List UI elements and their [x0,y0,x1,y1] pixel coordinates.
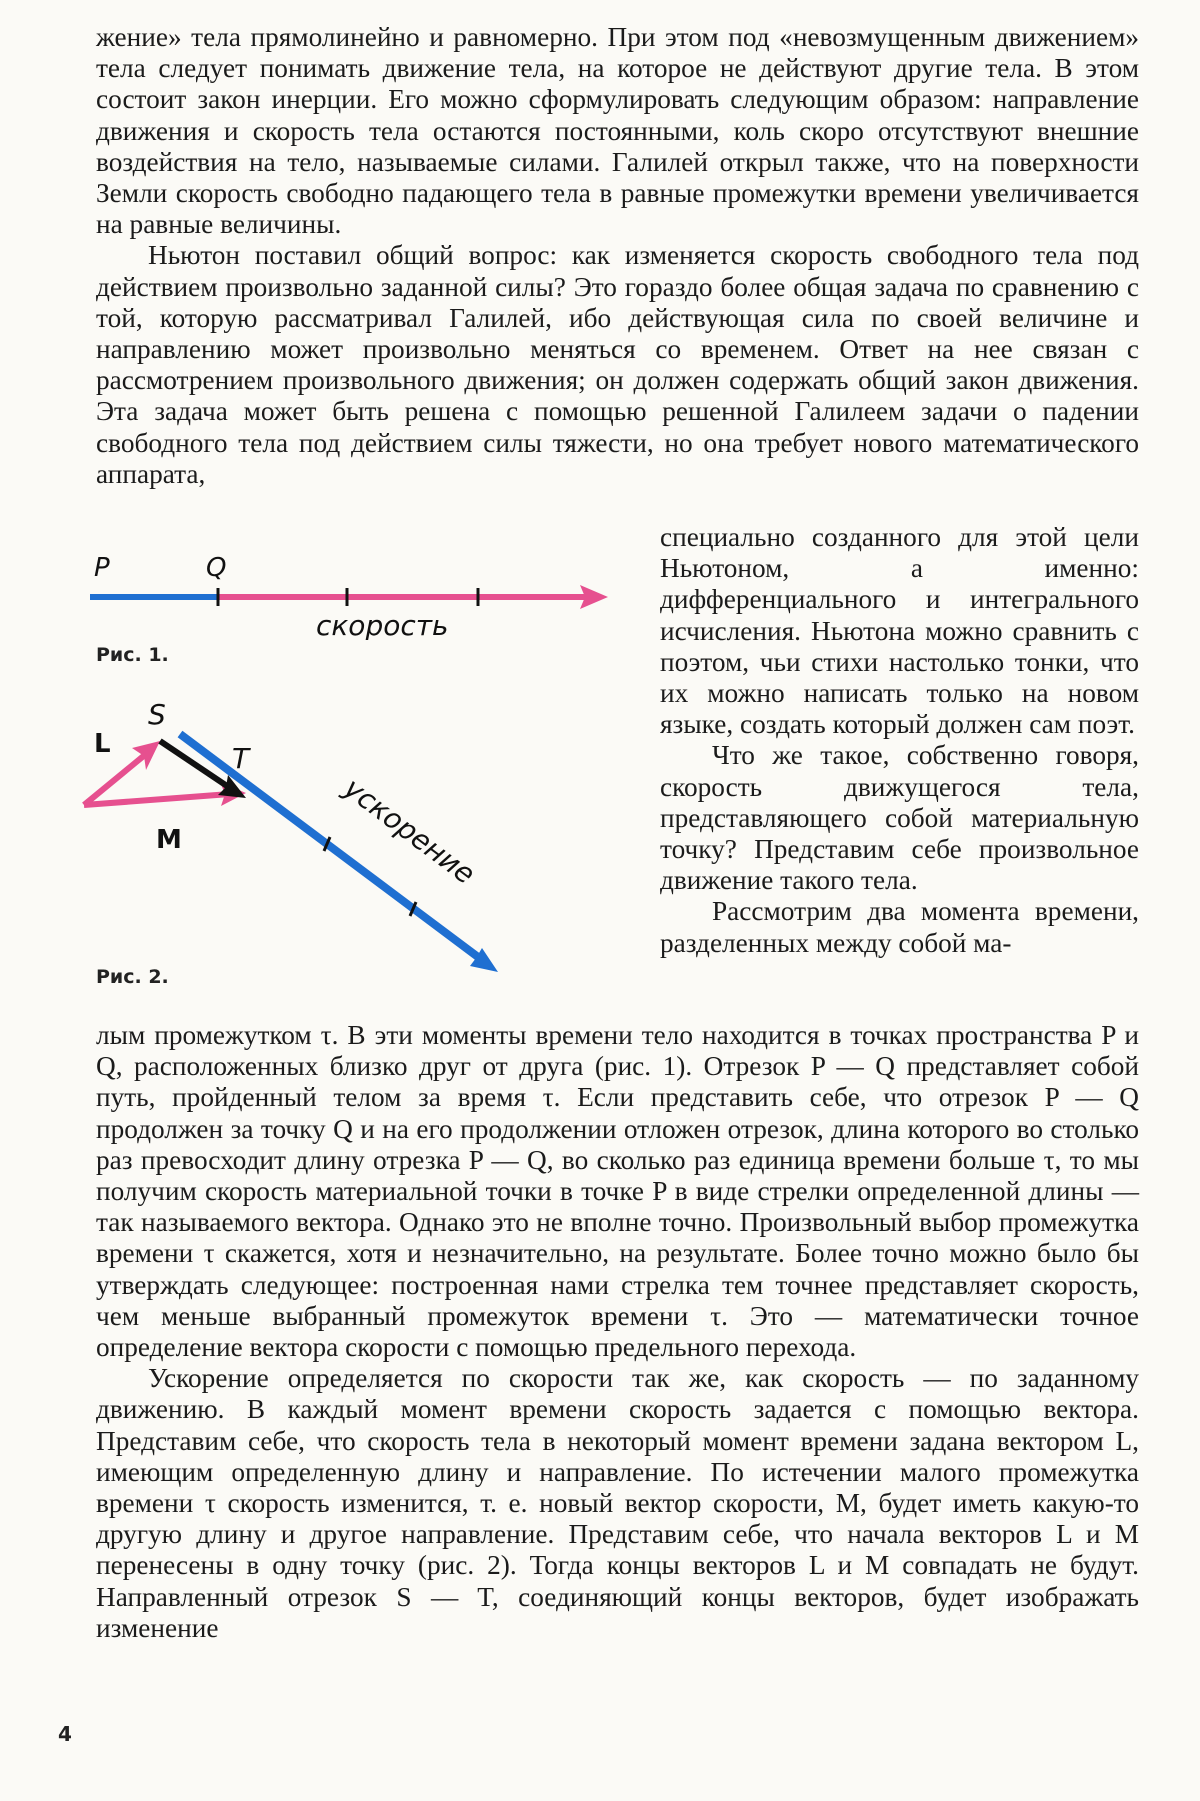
label-q: Q [206,553,227,583]
figure-2-acceleration-diagram [80,680,600,980]
label-s: S [148,698,166,731]
figure-2-caption: Рис. 2. [96,966,169,988]
label-p: P [94,553,110,583]
paragraph-newton-question: Ньютон поставил общий вопрос: как изменяется скорость свободного тела под действием произвольно заданной силы? Это гораздо более общая задача по сравнению с той, которую рассматривал Галилей, ибо действующая сила по своей величине и направлению может произвольно меняться со временем. Ответ на нее связан с рассмотрением произвольного движения; он должен содержать общий закон движения. Эта задача может быть решена с помощью решенной Галилеем задачи о падении свободного тела под действием силы тяжести, но она требует нового математического аппарата, [96,240,1139,489]
acceleration-label: ускорение [337,771,482,891]
label-m: M [156,825,182,855]
figure-1-caption: Рис. 1. [96,644,169,666]
figure-1-velocity-diagram [80,540,620,640]
paragraph-two-moments-start: Рассмотрим два момента времени, разделенных между собой ма- [660,896,1139,958]
vector-l [84,754,146,805]
paragraph-velocity-question: Что же такое, собственно говоря, скорость движущегося тела, представляющего собой материальную точку? Представим себе произвольное движение такого тела. [660,740,1139,896]
paragraph-velocity-definition: лым промежутком τ. В эти моменты времени тело находится в точках пространства P и Q, расположенных близко друг от друга (рис. 1). Отрезок P — Q представляет собой путь, пройденный телом за время τ. Если представить себе, что отрезок P — Q продолжен за точку Q и на его продолжении отложен отрезок, длина которого во столько раз превосходит длину отрезка P — Q, во сколько раз единица времени больше τ, то мы получим скорость материальной точки в точке P в виде стрелки определенной длины — так называемого вектора. Однако это не вполне точно. Произвольный выбор промежутка времени τ скажется, хотя и незначительно, на результате. Более точно можно было бы утверждать следующее: построенная нами стрелка тем точнее представляет скорость, чем меньше выбранный промежуток времени τ. Это — математически точное определение вектора скорости с помощью предельного перехода. [96,1020,1139,1363]
page-number: 4 [58,1722,72,1746]
velocity-label: скорость [316,609,449,640]
text-block-top [96,22,1139,490]
vector-m [84,794,230,805]
paragraph-newton-calculus: специально созданного для этой цели Ньютоном, а именно: дифференциального и интегрального исчисления. Ньютона можно сравнить с поэтом, чьи стихи настолько тонки, что их можно написать только на новом языке, создать который должен сам поэт. [660,522,1139,740]
label-l: L [94,729,111,759]
text-block-bottom [96,1020,1139,1644]
label-t: T [232,742,250,775]
paragraph-acceleration: Ускорение определяется по скорости так же, как скорость — по заданному движению. В каждый момент времени скорость задается с помощью вектора. Представим себе, что скорость тела в некоторый момент времени задана вектором L, имеющим определенную длину и направление. По истечении малого промежутка времени τ скорость изменится, т. е. новый вектор скорости, M, будет иметь какую-то другую длину и другое направление. Представим себе, что начала векторов L и M перенесены в одну точку (рис. 2). Тогда концы векторов L и M совпадать не будут. Направленный отрезок S — T, соединяющий концы векторов, будет изображать изменение [96,1363,1139,1643]
paragraph-inertia: жение» тела прямолинейно и равномерно. При этом под «невозмущенным движением» тела следует понимать движение тела, на которое не действуют другие тела. В этом состоит закон инерции. Его можно сформулировать следующим образом: направление движения и скорость тела остаются постоянными, коль скоро отсутствуют внешние воздействия на тело, называемые силами. Галилей открыл также, что на поверхности Земли скорость свободно падающего тела в равные промежутки времени увеличивается на равные величины. [96,22,1139,240]
text-block-right [660,522,1139,959]
